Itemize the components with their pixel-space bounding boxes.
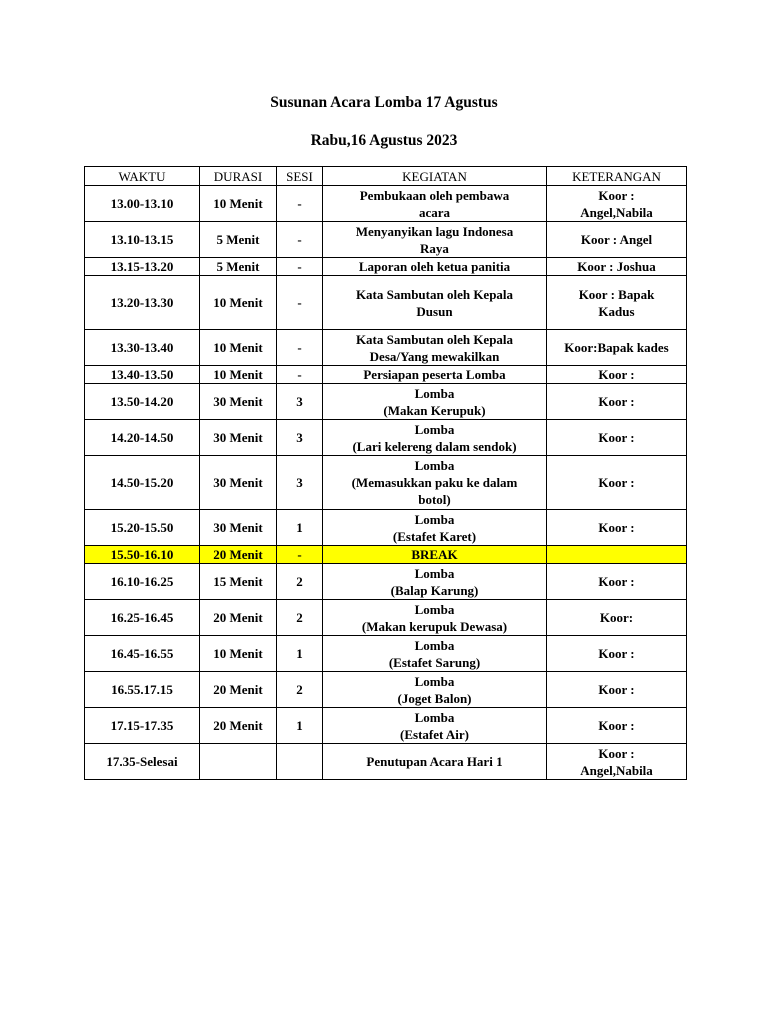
cell-sesi: -: [277, 222, 323, 258]
cell-waktu: 17.15-17.35: [85, 708, 200, 744]
cell-kegiatan-line: (Memasukkan paku ke dalam: [351, 475, 518, 490]
header-keterangan: KETERANGAN: [547, 167, 687, 186]
cell-kegiatan-line: Persiapan peserta Lomba: [363, 367, 506, 382]
cell-sesi: -: [277, 276, 323, 330]
cell-keterangan: [547, 366, 687, 384]
schedule-table: [84, 166, 687, 780]
cell-kegiatan-line: BREAK: [411, 547, 458, 562]
cell-kegiatan-line: Raya: [420, 240, 449, 256]
cell-kegiatan-line: Lomba: [414, 709, 455, 725]
cell-durasi: 20 Menit: [200, 600, 277, 636]
cell-kegiatan-line: Lomba: [414, 458, 455, 473]
cell-waktu: 15.50-16.10: [85, 546, 200, 564]
cell-keterangan: [547, 420, 687, 456]
cell-kegiatan-line: (Lari kelereng dalam sendok): [352, 438, 517, 454]
cell-kegiatan-line: (Estafet Karet): [392, 528, 477, 544]
cell-kegiatan-line: acara: [418, 204, 451, 220]
cell-kegiatan: [323, 186, 547, 222]
cell-sesi: [277, 744, 323, 780]
cell-kegiatan: [323, 546, 547, 564]
table-row: [85, 510, 687, 546]
cell-durasi: 10 Menit: [200, 330, 277, 366]
cell-kegiatan-line: Kata Sambutan oleh Kepala: [355, 286, 514, 302]
cell-keterangan-line: Koor :: [598, 475, 635, 490]
table-row: [85, 384, 687, 420]
cell-kegiatan-line: Kata Sambutan oleh Kepala: [355, 331, 514, 347]
table-row: [85, 276, 687, 330]
cell-sesi: -: [277, 258, 323, 276]
table-row: [85, 222, 687, 258]
cell-waktu: 13.30-13.40: [85, 330, 200, 366]
cell-kegiatan-line: Lomba: [414, 511, 455, 527]
cell-kegiatan: [323, 384, 547, 420]
cell-waktu: 13.10-13.15: [85, 222, 200, 258]
cell-kegiatan-line: (Estafet Sarung): [388, 654, 481, 670]
cell-kegiatan: [323, 510, 547, 546]
table-header: [85, 167, 687, 186]
cell-sesi: 3: [277, 456, 323, 510]
cell-kegiatan-line: Lomba: [414, 673, 455, 689]
cell-keterangan: [547, 456, 687, 510]
cell-kegiatan-line: botol): [418, 492, 451, 507]
cell-sesi: -: [277, 546, 323, 564]
table-row: [85, 546, 687, 564]
cell-keterangan: [547, 744, 687, 780]
cell-kegiatan: [323, 258, 547, 276]
cell-keterangan: [547, 384, 687, 420]
cell-durasi: 20 Menit: [200, 546, 277, 564]
cell-keterangan: [547, 708, 687, 744]
cell-kegiatan-line: (Makan Kerupuk): [383, 402, 486, 418]
cell-sesi: -: [277, 366, 323, 384]
document-date: Rabu,16 Agustus 2023: [310, 132, 458, 149]
cell-keterangan-line: Koor:Bapak kades: [564, 340, 669, 355]
cell-kegiatan-line: Laporan oleh ketua panitia: [358, 259, 511, 274]
cell-durasi: 30 Menit: [200, 420, 277, 456]
cell-waktu: 15.20-15.50: [85, 510, 200, 546]
cell-kegiatan: [323, 672, 547, 708]
cell-keterangan-line: Koor :: [598, 574, 635, 589]
cell-keterangan-line: Koor : Angel: [580, 232, 653, 247]
cell-kegiatan-line: Lomba: [414, 385, 455, 401]
cell-waktu: 17.35-Selesai: [85, 744, 200, 780]
table-row: [85, 420, 687, 456]
cell-kegiatan: [323, 276, 547, 330]
cell-keterangan: [547, 258, 687, 276]
cell-durasi: 30 Menit: [200, 384, 277, 420]
cell-keterangan: [547, 510, 687, 546]
cell-kegiatan-line: Lomba: [414, 421, 455, 437]
table-body: [85, 186, 687, 780]
cell-kegiatan: [323, 564, 547, 600]
cell-keterangan-line: Koor :: [598, 682, 635, 697]
table-row: [85, 636, 687, 672]
header-waktu: WAKTU: [85, 167, 200, 186]
cell-kegiatan: [323, 222, 547, 258]
table-row: [85, 366, 687, 384]
cell-keterangan-line: Koor :: [598, 718, 635, 733]
cell-durasi: 10 Menit: [200, 186, 277, 222]
table-row: [85, 258, 687, 276]
cell-kegiatan: [323, 636, 547, 672]
header-durasi: DURASI: [200, 167, 277, 186]
cell-durasi: 30 Menit: [200, 510, 277, 546]
table-row: [85, 600, 687, 636]
cell-kegiatan-line: Pembukaan oleh pembawa: [359, 187, 510, 203]
cell-kegiatan-line: Penutupan Acara Hari 1: [366, 754, 503, 769]
cell-waktu: 16.45-16.55: [85, 636, 200, 672]
table-row: [85, 186, 687, 222]
cell-keterangan-line: Koor :: [598, 187, 635, 203]
cell-keterangan: [547, 636, 687, 672]
cell-durasi: 10 Menit: [200, 276, 277, 330]
cell-keterangan-line: Angel,Nabila: [580, 762, 653, 778]
table-row: [85, 330, 687, 366]
cell-durasi: 5 Menit: [200, 222, 277, 258]
cell-kegiatan-line: Lomba: [414, 565, 455, 581]
cell-keterangan-line: Koor :: [598, 430, 635, 445]
cell-keterangan-line: Koor :: [598, 745, 635, 761]
cell-keterangan: [547, 564, 687, 600]
cell-durasi: 5 Menit: [200, 258, 277, 276]
cell-kegiatan-line: (Makan kerupuk Dewasa): [361, 618, 508, 634]
table-row: [85, 708, 687, 744]
cell-sesi: 2: [277, 672, 323, 708]
cell-sesi: 2: [277, 564, 323, 600]
cell-kegiatan: [323, 744, 547, 780]
cell-sesi: 3: [277, 420, 323, 456]
cell-kegiatan-line: Lomba: [414, 637, 455, 653]
cell-kegiatan-line: (Balap Karung): [390, 582, 479, 598]
cell-keterangan-line: Koor : Bapak: [578, 286, 655, 302]
cell-keterangan: [547, 672, 687, 708]
cell-waktu: 13.40-13.50: [85, 366, 200, 384]
cell-keterangan: [547, 600, 687, 636]
cell-waktu: 16.25-16.45: [85, 600, 200, 636]
cell-keterangan: [547, 222, 687, 258]
table-row: [85, 672, 687, 708]
cell-waktu: 14.20-14.50: [85, 420, 200, 456]
cell-sesi: 1: [277, 510, 323, 546]
cell-kegiatan-line: (Joget Balon): [397, 690, 472, 706]
table-row: [85, 744, 687, 780]
cell-durasi: [200, 744, 277, 780]
cell-sesi: 2: [277, 600, 323, 636]
cell-keterangan-line: Koor :: [598, 367, 635, 382]
table-row: [85, 564, 687, 600]
cell-kegiatan-line: (Estafet Air): [400, 726, 469, 742]
cell-kegiatan-line: Lomba: [414, 601, 455, 617]
cell-waktu: 13.20-13.30: [85, 276, 200, 330]
cell-sesi: 1: [277, 636, 323, 672]
cell-keterangan: [547, 330, 687, 366]
cell-keterangan-line: Angel,Nabila: [580, 204, 653, 220]
cell-kegiatan: [323, 600, 547, 636]
cell-keterangan: [547, 186, 687, 222]
cell-keterangan-line: Kadus: [598, 303, 635, 319]
cell-kegiatan: [323, 420, 547, 456]
cell-sesi: -: [277, 330, 323, 366]
cell-keterangan: [547, 546, 687, 564]
cell-waktu: 13.00-13.10: [85, 186, 200, 222]
cell-waktu: 13.15-13.20: [85, 258, 200, 276]
cell-sesi: 1: [277, 708, 323, 744]
cell-kegiatan: [323, 708, 547, 744]
cell-keterangan: [547, 276, 687, 330]
cell-keterangan-line: Koor :: [598, 394, 635, 409]
cell-kegiatan: [323, 456, 547, 510]
header-kegiatan: KEGIATAN: [323, 167, 547, 186]
cell-keterangan-line: Koor :: [598, 646, 635, 661]
cell-kegiatan-line: Menyanyikan lagu Indonesa: [355, 223, 514, 239]
table-row: [85, 456, 687, 510]
cell-kegiatan-line: Desa/Yang mewakilkan: [369, 348, 500, 364]
cell-durasi: 30 Menit: [200, 456, 277, 510]
cell-durasi: 15 Menit: [200, 564, 277, 600]
cell-durasi: 20 Menit: [200, 672, 277, 708]
cell-durasi: 20 Menit: [200, 708, 277, 744]
header-sesi: SESI: [277, 167, 323, 186]
cell-keterangan-line: Koor:: [599, 610, 634, 625]
cell-sesi: 3: [277, 384, 323, 420]
cell-keterangan-line: Koor : Joshua: [577, 259, 656, 274]
cell-kegiatan-line: Dusun: [416, 303, 453, 319]
cell-waktu: 14.50-15.20: [85, 456, 200, 510]
cell-waktu: 13.50-14.20: [85, 384, 200, 420]
cell-kegiatan: [323, 330, 547, 366]
cell-durasi: 10 Menit: [200, 366, 277, 384]
cell-kegiatan: [323, 366, 547, 384]
cell-waktu: 16.55.17.15: [85, 672, 200, 708]
cell-waktu: 16.10-16.25: [85, 564, 200, 600]
cell-sesi: -: [277, 186, 323, 222]
document-title: Susunan Acara Lomba 17 Agustus: [270, 94, 498, 111]
cell-durasi: 10 Menit: [200, 636, 277, 672]
header-row: [85, 167, 687, 186]
cell-keterangan-line: Koor :: [598, 520, 635, 535]
